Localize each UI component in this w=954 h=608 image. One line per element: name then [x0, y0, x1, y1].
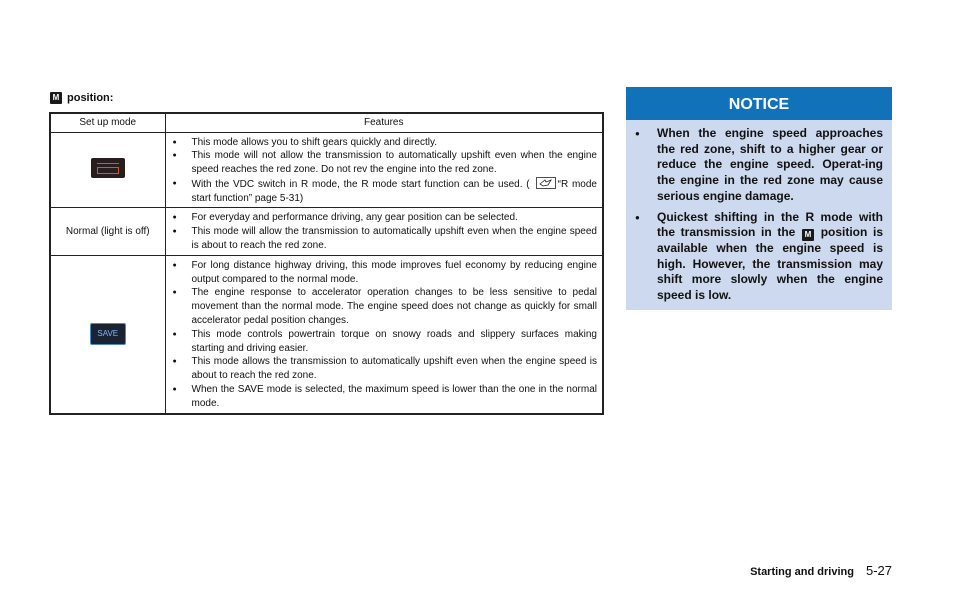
page-footer: [750, 563, 892, 578]
feature-item: ● When the SAVE mode is selected, the maximum speed is lower than the one in the normal mode.: [172, 383, 598, 411]
feature-item: ● This mode will not allow the transmission to automatically upshift even when the engine speed reaches the red zone. Do not rev the engine into the red zone.: [172, 149, 598, 177]
vdc-reference-link[interactable]: “R mode start function” page 5-31): [191, 178, 597, 204]
section-heading: [50, 92, 113, 104]
feature-item-vdc: [172, 177, 598, 206]
m-position-badge: M: [50, 92, 62, 104]
table-header-row: [50, 113, 603, 132]
page-reference-icon: [536, 177, 556, 189]
notice-item: ● When the engine speed approaches the red zone, shift to a higher gear or reduce the engine speed. Operat-ing the engine in the red zone may cause serious engine damage.: [657, 126, 883, 205]
mode-cell-save: [50, 255, 165, 413]
feature-item: ● For long distance highway driving, this mode improves fuel economy by reducing engine output compared to the normal mode.: [172, 259, 598, 287]
feature-item: ● This mode allows the transmission to automatically upshift even when the engine speed is about to reach the red zone.: [172, 355, 598, 383]
mode-cell-r: [50, 132, 165, 208]
col-header-features: Features: [165, 113, 603, 132]
m-position-badge: M: [802, 229, 814, 241]
section-heading-text: position:: [67, 92, 114, 104]
table-row-save-mode: [50, 255, 603, 413]
features-cell-r: [165, 132, 603, 208]
feature-item: ● This mode will allow the transmission to automatically upshift even when the engine speed is about to reach the red zone.: [172, 225, 598, 253]
r-mode-icon: [91, 158, 125, 178]
notice-box: [626, 87, 892, 310]
feature-item: ● This mode allows you to shift gears quickly and directly.: [172, 136, 598, 150]
footer-section-title: Starting and driving: [750, 566, 854, 578]
features-cell-save: [165, 255, 603, 413]
col-header-setup-mode: Set up mode: [50, 113, 165, 132]
page-number: 5-27: [865, 563, 892, 578]
feature-item: ● This mode controls powertrain torque on snowy roads and slippery surfaces making starting and driving easier.: [172, 328, 598, 356]
mode-features-table: [49, 112, 604, 415]
table-row-normal-mode: [50, 208, 603, 255]
vdc-text: With the VDC switch in R mode, the R mode start function can be used. (: [191, 178, 530, 190]
notice-item: [657, 210, 883, 304]
notice-title: NOTICE: [626, 87, 892, 120]
notice-list: [626, 120, 892, 304]
mode-cell-normal: Normal (light is off): [50, 208, 165, 255]
table-row-r-mode: [50, 132, 603, 208]
feature-item: ● For everyday and performance driving, any gear position can be selected.: [172, 211, 598, 225]
notice-item-text: position is available when the engine speed is high. However, the transmission may shift more slowly when the engine speed is low.: [657, 225, 884, 303]
notice-item-text: Quickest shifting in the R mode with the transmission in the: [657, 209, 883, 240]
save-mode-icon: SAVE: [90, 323, 126, 345]
feature-item: ● The engine response to accelerator operation changes to be less sensitive to pedal movement than the normal mode. The engine speed does not change as quickly for small accelerator pedal position changes.: [172, 286, 598, 327]
features-cell-normal: [165, 208, 603, 255]
